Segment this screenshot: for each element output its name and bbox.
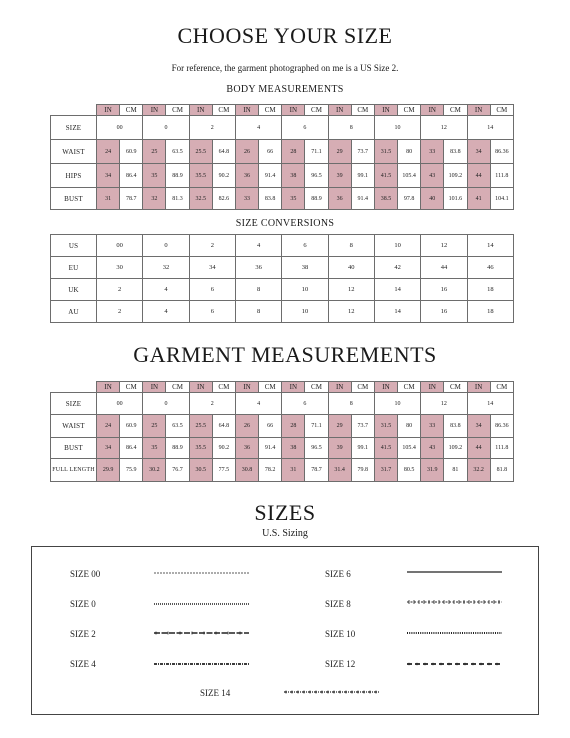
size-header-cell: 0: [143, 116, 189, 140]
value-cell: 80.5: [398, 459, 421, 482]
unit-header-cell: CM: [120, 105, 143, 116]
unit-header-cell: IN: [235, 382, 258, 393]
value-cell: 18: [467, 279, 513, 301]
value-cell: 18: [467, 301, 513, 323]
unit-header-cell: IN: [467, 382, 490, 393]
value-cell: 31.5: [374, 140, 397, 164]
value-cell: 32.5: [189, 188, 212, 210]
body-measurements-heading: BODY MEASUREMENTS: [226, 84, 344, 95]
size-header-cell: 0: [143, 393, 189, 415]
value-cell: 42: [374, 257, 420, 279]
value-cell: 30.5: [189, 459, 212, 482]
size-header-cell: 2: [189, 393, 235, 415]
value-cell: 38: [282, 257, 328, 279]
size-line-sample: [407, 568, 502, 576]
value-cell: 83.8: [444, 140, 467, 164]
value-cell: 35.5: [189, 438, 212, 459]
size-header-cell: 10: [374, 116, 420, 140]
size-header-cell: 00: [97, 393, 143, 415]
size-legend-label: SIZE 00: [70, 569, 101, 579]
value-cell: 46: [467, 257, 513, 279]
value-cell: 60.9: [120, 415, 143, 438]
row-label: WAIST: [51, 415, 97, 438]
unit-header-cell: CM: [166, 105, 189, 116]
size-header-cell: 4: [235, 393, 281, 415]
size-header-cell: 14: [467, 116, 514, 140]
value-cell: 24: [97, 415, 120, 438]
value-cell: 2: [97, 279, 143, 301]
value-cell: 81: [444, 459, 467, 482]
unit-header-cell: IN: [97, 105, 120, 116]
value-cell: 40: [421, 188, 444, 210]
value-cell: 35: [143, 438, 166, 459]
size-legend-label: SIZE 12: [325, 659, 356, 669]
value-cell: 31.4: [328, 459, 351, 482]
value-cell: 28: [282, 415, 305, 438]
conversion-row: [51, 301, 514, 323]
value-cell: 8: [235, 279, 281, 301]
value-cell: 64.8: [212, 140, 235, 164]
unit-header-cell: CM: [120, 382, 143, 393]
size-header-cell: 12: [421, 116, 467, 140]
value-cell: 34: [97, 438, 120, 459]
value-cell: 99.1: [351, 438, 374, 459]
value-cell: 31: [282, 459, 305, 482]
size-legend-label: SIZE 10: [325, 629, 356, 639]
size-header-cell: 00: [97, 116, 143, 140]
value-cell: 82.6: [212, 188, 235, 210]
value-cell: 10: [282, 301, 328, 323]
value-cell: 34: [467, 415, 490, 438]
size-legend-label: SIZE 4: [70, 659, 96, 669]
value-cell: 34: [189, 257, 235, 279]
value-cell: 12: [328, 301, 374, 323]
row-label: UK: [51, 279, 97, 301]
value-cell: 105.4: [398, 438, 421, 459]
value-cell: 91.4: [259, 164, 282, 188]
value-cell: 35: [282, 188, 305, 210]
value-cell: 80: [398, 140, 421, 164]
conversion-row: [51, 235, 514, 257]
size-row: [51, 393, 514, 415]
value-cell: 91.4: [351, 188, 374, 210]
value-cell: 6: [282, 235, 328, 257]
size-line-sample: [154, 660, 249, 668]
size-line-sample: [407, 660, 502, 668]
value-cell: 96.5: [305, 164, 328, 188]
size-line-sample: [407, 598, 502, 606]
value-cell: 73.7: [351, 140, 374, 164]
value-cell: 73.7: [351, 415, 374, 438]
value-cell: 6: [189, 301, 235, 323]
size-header-cell: 8: [328, 393, 374, 415]
unit-header-cell: IN: [328, 382, 351, 393]
unit-header-cell: CM: [259, 105, 282, 116]
value-cell: 88.9: [305, 188, 328, 210]
size-legend-label: SIZE 0: [70, 599, 96, 609]
value-cell: 36: [235, 164, 258, 188]
body-measurements-table: [50, 104, 514, 210]
unit-header-cell: CM: [351, 105, 374, 116]
value-cell: 16: [421, 301, 467, 323]
size-header-cell: 12: [421, 393, 467, 415]
value-cell: 34: [97, 164, 120, 188]
measurement-row: [51, 438, 514, 459]
value-cell: 29: [328, 415, 351, 438]
empty-corner-cell: [51, 105, 97, 116]
value-cell: 10: [282, 279, 328, 301]
size-line-sample: [284, 688, 379, 696]
unit-header-cell: IN: [189, 105, 212, 116]
value-cell: 41: [467, 188, 490, 210]
size-header-cell: 6: [282, 393, 328, 415]
unit-header-cell: CM: [398, 105, 421, 116]
value-cell: 44: [467, 438, 490, 459]
value-cell: 31.5: [374, 415, 397, 438]
value-cell: 64.8: [212, 415, 235, 438]
measurement-row: [51, 459, 514, 482]
value-cell: 81.8: [490, 459, 513, 482]
unit-header-cell: IN: [374, 105, 397, 116]
value-cell: 31: [97, 188, 120, 210]
size-line-sample: [407, 629, 502, 637]
value-cell: 30: [97, 257, 143, 279]
value-cell: 4: [143, 301, 189, 323]
value-cell: 2: [97, 301, 143, 323]
value-cell: 36: [328, 188, 351, 210]
value-cell: 41.5: [374, 164, 397, 188]
value-cell: 80: [398, 415, 421, 438]
size-header-cell: 14: [467, 393, 514, 415]
value-cell: 96.5: [305, 438, 328, 459]
value-cell: 36: [235, 257, 281, 279]
value-cell: 12: [328, 279, 374, 301]
row-label: FULL LENGTH: [51, 459, 97, 482]
value-cell: 14: [374, 301, 420, 323]
value-cell: 34: [467, 140, 490, 164]
value-cell: 38: [282, 164, 305, 188]
unit-header-cell: CM: [166, 382, 189, 393]
value-cell: 6: [189, 279, 235, 301]
value-cell: 28: [282, 140, 305, 164]
value-cell: 86.4: [120, 164, 143, 188]
value-cell: 79.8: [351, 459, 374, 482]
value-cell: 78.2: [259, 459, 282, 482]
sizes-heading: SIZES: [254, 500, 316, 525]
garment-measurements-heading: GARMENT MEASUREMENTS: [133, 342, 437, 367]
value-cell: 60.9: [120, 140, 143, 164]
value-cell: 33: [421, 415, 444, 438]
value-cell: 24: [97, 140, 120, 164]
value-cell: 86.36: [490, 415, 513, 438]
value-cell: 4: [235, 235, 281, 257]
value-cell: 2: [189, 235, 235, 257]
units-row: [51, 382, 514, 393]
value-cell: 109.2: [444, 438, 467, 459]
value-cell: 14: [374, 279, 420, 301]
size-legend-label: SIZE 14: [200, 688, 231, 698]
size-row-label: SIZE: [51, 393, 97, 415]
unit-header-cell: CM: [259, 382, 282, 393]
unit-header-cell: IN: [282, 105, 305, 116]
unit-header-cell: CM: [212, 105, 235, 116]
row-label: WAIST: [51, 140, 97, 164]
value-cell: 111.8: [490, 164, 513, 188]
value-cell: 63.5: [166, 140, 189, 164]
value-cell: 25.5: [189, 415, 212, 438]
size-line-sample: [154, 629, 249, 637]
value-cell: 39: [328, 438, 351, 459]
size-header-cell: 2: [189, 116, 235, 140]
garment-measurements-table: [50, 381, 514, 482]
unit-header-cell: IN: [235, 105, 258, 116]
unit-header-cell: IN: [374, 382, 397, 393]
value-cell: 90.2: [212, 438, 235, 459]
measurement-row: [51, 188, 514, 210]
unit-header-cell: IN: [421, 382, 444, 393]
value-cell: 76.7: [166, 459, 189, 482]
units-row: [51, 105, 514, 116]
value-cell: 32: [143, 257, 189, 279]
empty-corner-cell: [51, 382, 97, 393]
value-cell: 75.9: [120, 459, 143, 482]
measurement-row: [51, 164, 514, 188]
size-header-cell: 6: [282, 116, 328, 140]
value-cell: 29.9: [97, 459, 120, 482]
size-line-sample: [154, 569, 249, 577]
value-cell: 4: [143, 279, 189, 301]
value-cell: 90.2: [212, 164, 235, 188]
unit-header-cell: CM: [444, 105, 467, 116]
value-cell: 88.9: [166, 438, 189, 459]
value-cell: 35.5: [189, 164, 212, 188]
value-cell: 66: [259, 140, 282, 164]
value-cell: 43: [421, 438, 444, 459]
value-cell: 8: [328, 235, 374, 257]
unit-header-cell: CM: [444, 382, 467, 393]
value-cell: 38: [282, 438, 305, 459]
unit-header-cell: IN: [282, 382, 305, 393]
value-cell: 71.1: [305, 415, 328, 438]
value-cell: 66: [259, 415, 282, 438]
unit-header-cell: IN: [143, 382, 166, 393]
value-cell: 38.5: [374, 188, 397, 210]
row-label: BUST: [51, 188, 97, 210]
size-header-cell: 8: [328, 116, 374, 140]
value-cell: 8: [235, 301, 281, 323]
value-cell: 00: [97, 235, 143, 257]
value-cell: 81.3: [166, 188, 189, 210]
page-title: CHOOSE YOUR SIZE: [177, 23, 393, 48]
row-label: US: [51, 235, 97, 257]
value-cell: 0: [143, 235, 189, 257]
value-cell: 86.4: [120, 438, 143, 459]
value-cell: 30.2: [143, 459, 166, 482]
value-cell: 91.4: [259, 438, 282, 459]
unit-header-cell: CM: [398, 382, 421, 393]
size-legend-label: SIZE 2: [70, 629, 96, 639]
unit-header-cell: CM: [212, 382, 235, 393]
value-cell: 31.9: [421, 459, 444, 482]
size-row: [51, 116, 514, 140]
unit-header-cell: CM: [351, 382, 374, 393]
unit-header-cell: CM: [490, 382, 513, 393]
value-cell: 26: [235, 140, 258, 164]
size-line-sample: [154, 600, 249, 608]
size-header-cell: 4: [235, 116, 281, 140]
value-cell: 104.1: [490, 188, 513, 210]
unit-header-cell: IN: [328, 105, 351, 116]
conversion-row: [51, 279, 514, 301]
value-cell: 86.36: [490, 140, 513, 164]
reference-note: For reference, the garment photographed on me is a US Size 2.: [171, 63, 399, 73]
size-legend-label: SIZE 8: [325, 599, 351, 609]
row-label: HIPS: [51, 164, 97, 188]
value-cell: 25: [143, 140, 166, 164]
value-cell: 83.8: [259, 188, 282, 210]
unit-header-cell: IN: [97, 382, 120, 393]
value-cell: 111.8: [490, 438, 513, 459]
value-cell: 77.5: [212, 459, 235, 482]
size-conversions-table: [50, 234, 514, 323]
line-style-legend-box: [31, 546, 539, 715]
size-header-cell: 10: [374, 393, 420, 415]
value-cell: 10: [374, 235, 420, 257]
conversion-row: [51, 257, 514, 279]
value-cell: 30.8: [235, 459, 258, 482]
value-cell: 105.4: [398, 164, 421, 188]
value-cell: 25.5: [189, 140, 212, 164]
value-cell: 14: [467, 235, 513, 257]
value-cell: 44: [421, 257, 467, 279]
value-cell: 78.7: [120, 188, 143, 210]
sizes-subheading: U.S. Sizing: [262, 528, 308, 539]
unit-header-cell: IN: [421, 105, 444, 116]
size-conversions-heading: SIZE CONVERSIONS: [235, 218, 335, 229]
value-cell: 40: [328, 257, 374, 279]
value-cell: 109.2: [444, 164, 467, 188]
unit-header-cell: IN: [189, 382, 212, 393]
value-cell: 32.2: [467, 459, 490, 482]
value-cell: 101.6: [444, 188, 467, 210]
value-cell: 71.1: [305, 140, 328, 164]
value-cell: 88.9: [166, 164, 189, 188]
row-label: EU: [51, 257, 97, 279]
value-cell: 29: [328, 140, 351, 164]
value-cell: 97.8: [398, 188, 421, 210]
size-legend-label: SIZE 6: [325, 569, 351, 579]
value-cell: 25: [143, 415, 166, 438]
unit-header-cell: IN: [467, 105, 490, 116]
value-cell: 78.7: [305, 459, 328, 482]
value-cell: 33: [421, 140, 444, 164]
value-cell: 32: [143, 188, 166, 210]
value-cell: 31.7: [374, 459, 397, 482]
measurement-row: [51, 140, 514, 164]
value-cell: 35: [143, 164, 166, 188]
value-cell: 41.5: [374, 438, 397, 459]
value-cell: 36: [235, 438, 258, 459]
unit-header-cell: CM: [490, 105, 513, 116]
value-cell: 39: [328, 164, 351, 188]
value-cell: 99.1: [351, 164, 374, 188]
row-label: BUST: [51, 438, 97, 459]
unit-header-cell: CM: [305, 382, 328, 393]
value-cell: 26: [235, 415, 258, 438]
row-label: AU: [51, 301, 97, 323]
size-row-label: SIZE: [51, 116, 97, 140]
unit-header-cell: IN: [143, 105, 166, 116]
unit-header-cell: CM: [305, 105, 328, 116]
value-cell: 83.8: [444, 415, 467, 438]
value-cell: 33: [235, 188, 258, 210]
value-cell: 12: [421, 235, 467, 257]
value-cell: 44: [467, 164, 490, 188]
value-cell: 63.5: [166, 415, 189, 438]
measurement-row: [51, 415, 514, 438]
value-cell: 43: [421, 164, 444, 188]
value-cell: 16: [421, 279, 467, 301]
